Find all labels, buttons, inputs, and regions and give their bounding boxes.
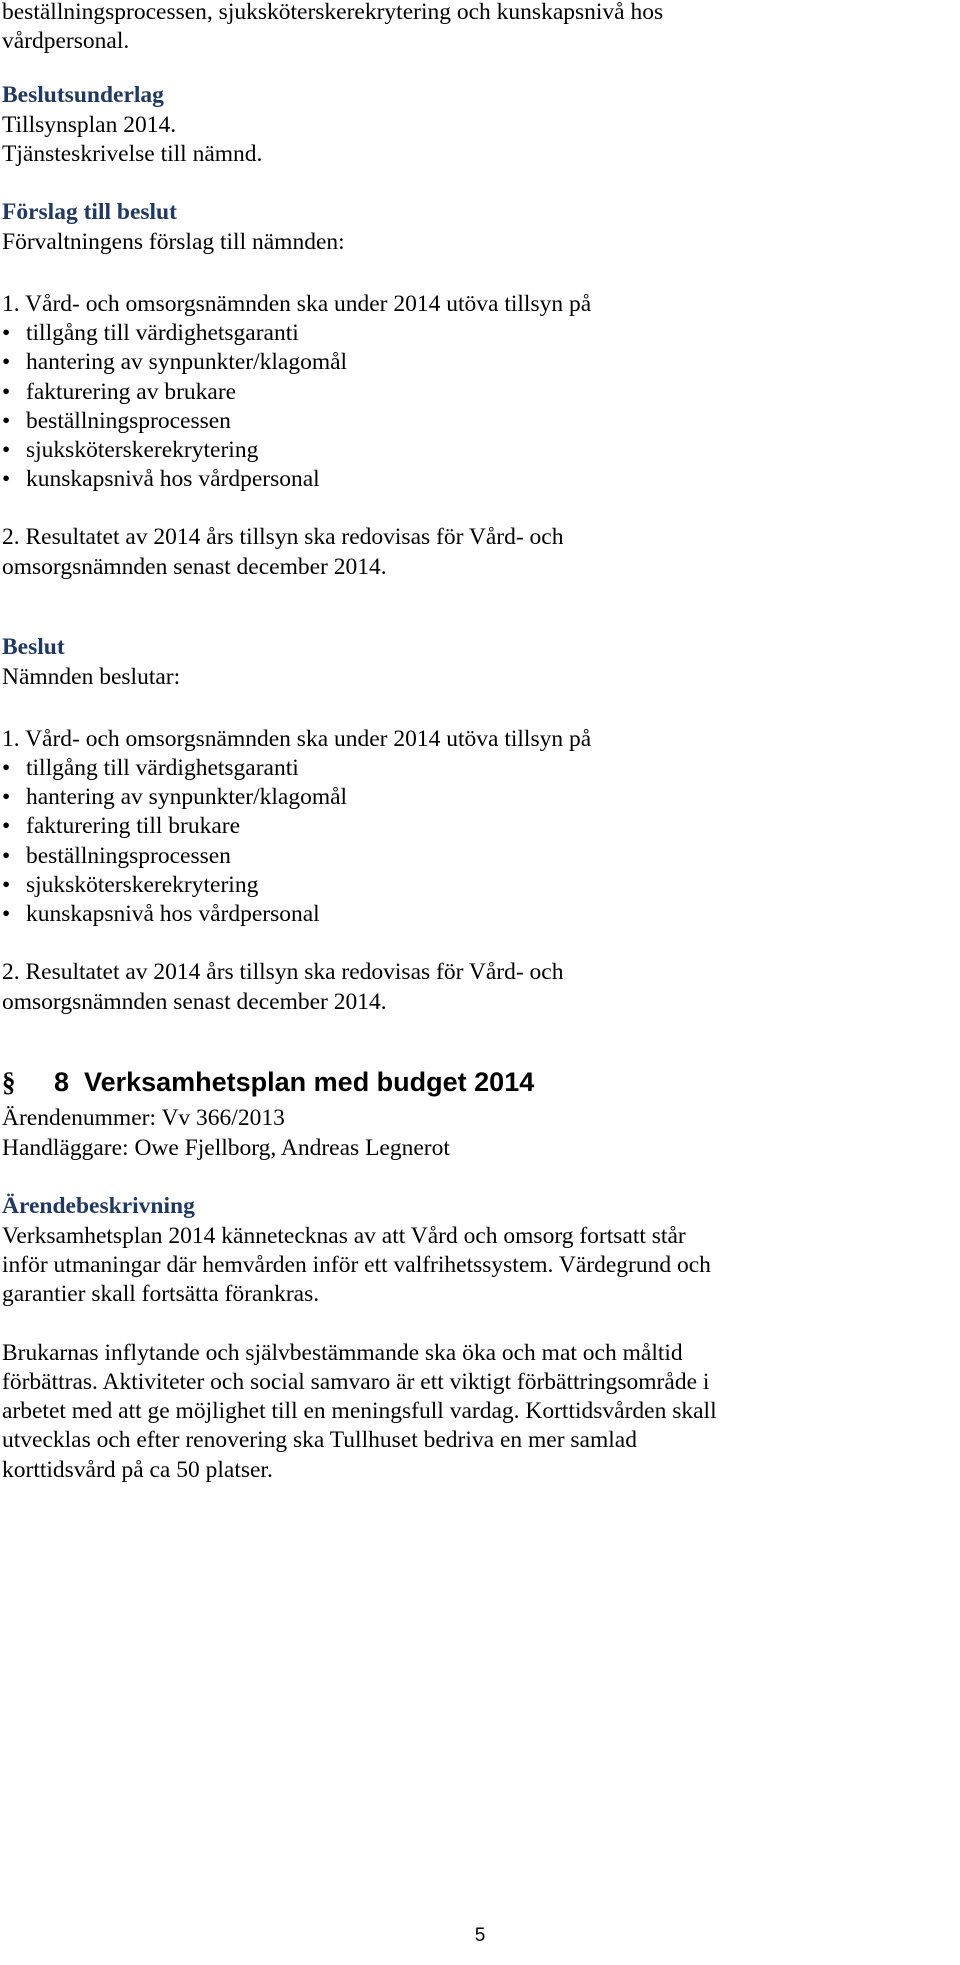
section-heading	[2, 1068, 534, 1098]
paragraph-line: Brukarnas inflytande och självbestämmande ska öka och mat och måltid	[2, 1340, 683, 1366]
beslut-bullet-item	[2, 812, 240, 842]
beslut-lead: Nämnden beslutar:	[2, 664, 181, 690]
beslut-bullet-text: sjuksköterskerekrytering	[26, 872, 259, 898]
bullet-icon: •	[2, 872, 11, 898]
forslag-bullet-item	[2, 465, 320, 495]
section-number: 8	[54, 1067, 70, 1097]
beslut-bullet-text: kunskapsnivå hos vårdpersonal	[26, 901, 320, 927]
forslag-bullet-text: hantering av synpunkter/klagomål	[26, 349, 348, 375]
beslut-bullet-item	[2, 900, 320, 930]
paragraph-line: korttidsvård på ca 50 platser.	[2, 1457, 273, 1483]
paragraph-line: förbättras. Aktiviteter och social samvaro är ett viktigt förbättringsområde i	[2, 1369, 710, 1395]
intro-line-2: vårdpersonal.	[2, 28, 130, 54]
paragraph-line: inför utmaningar där hemvården inför ett valfrihetssystem. Värdegrund och	[2, 1252, 711, 1278]
page-number: 5	[474, 1925, 486, 1946]
forslag-heading: Förslag till beslut	[2, 199, 177, 225]
forslag-bullet-item	[2, 348, 347, 378]
arendebeskrivning-heading: Ärendebeskrivning	[2, 1193, 195, 1219]
beslut-bullet-text: tillgång till värdighetsgaranti	[26, 755, 299, 781]
forslag-bullet-item	[2, 407, 231, 437]
bullet-icon: •	[2, 843, 11, 869]
handlaggare: Handläggare: Owe Fjellborg, Andreas Legnerot	[2, 1135, 450, 1161]
beslut-point-2-line-2: omsorgsnämnden senast december 2014.	[2, 989, 387, 1015]
forslag-point-2-line-1: 2. Resultatet av 2014 års tillsyn ska redovisas för Vård- och	[2, 524, 564, 550]
beslut-bullet-item	[2, 871, 258, 901]
beslut-bullet-text: beställningsprocessen	[26, 843, 231, 869]
bullet-icon: •	[2, 901, 11, 927]
forslag-bullet-text: fakturering av brukare	[26, 379, 237, 405]
forslag-bullet-item	[2, 378, 236, 408]
beslut-bullet-item	[2, 842, 231, 872]
bullet-icon: •	[2, 320, 11, 346]
beslut-point-2-line-1: 2. Resultatet av 2014 års tillsyn ska redovisas för Vård- och	[2, 959, 564, 985]
beslut-bullet-item	[2, 754, 299, 784]
beslut-bullet-text: hantering av synpunkter/klagomål	[26, 784, 348, 810]
bullet-icon: •	[2, 755, 11, 781]
beslutsunderlag-item-1: Tillsynsplan 2014.	[2, 112, 177, 138]
forslag-bullet-text: tillgång till värdighetsgaranti	[26, 320, 299, 346]
forslag-lead: Förvaltningens förslag till nämnden:	[2, 229, 345, 255]
beslut-point-1: 1. Vård- och omsorgsnämnden ska under 2014 utöva tillsyn på	[2, 726, 592, 752]
bullet-icon: •	[2, 784, 11, 810]
forslag-bullet-text: kunskapsnivå hos vårdpersonal	[26, 466, 320, 492]
bullet-icon: •	[2, 466, 11, 492]
bullet-icon: •	[2, 437, 11, 463]
bullet-icon: •	[2, 408, 11, 434]
section-title: Verksamhetsplan med budget 2014	[84, 1067, 535, 1097]
forslag-point-2-line-2: omsorgsnämnden senast december 2014.	[2, 554, 387, 580]
paragraph-line: arbetet med att ge möjlighet till en meningsfull vardag. Korttidsvården skall	[2, 1398, 717, 1424]
beslutsunderlag-item-2: Tjänsteskrivelse till nämnd.	[2, 141, 263, 167]
forslag-bullet-item	[2, 436, 258, 466]
paragraph-line: Verksamhetsplan 2014 kännetecknas av att Vård och omsorg fortsatt står	[2, 1223, 686, 1249]
forslag-bullet-item	[2, 319, 299, 349]
intro-line-1: beställningsprocessen, sjuksköterskerekrytering och kunskapsnivå hos	[2, 0, 664, 25]
paragraph-line: utvecklas och efter renovering ska Tullhuset bedriva en mer samlad	[2, 1427, 637, 1453]
bullet-icon: •	[2, 813, 11, 839]
paragraph-line: garantier skall fortsätta förankras.	[2, 1281, 320, 1307]
beslut-bullet-text: fakturering till brukare	[26, 813, 241, 839]
forslag-bullet-text: sjuksköterskerekrytering	[26, 437, 259, 463]
beslut-heading: Beslut	[2, 634, 65, 660]
bullet-icon: •	[2, 379, 11, 405]
beslut-bullet-item	[2, 783, 347, 813]
bullet-icon: •	[2, 349, 11, 375]
arendenummer: Ärendenummer: Vv 366/2013	[2, 1105, 285, 1131]
forslag-point-1: 1. Vård- och omsorgsnämnden ska under 2014 utöva tillsyn på	[2, 291, 592, 317]
section-mark: §	[2, 1067, 16, 1097]
beslutsunderlag-heading: Beslutsunderlag	[2, 82, 164, 108]
forslag-bullet-text: beställningsprocessen	[26, 408, 231, 434]
